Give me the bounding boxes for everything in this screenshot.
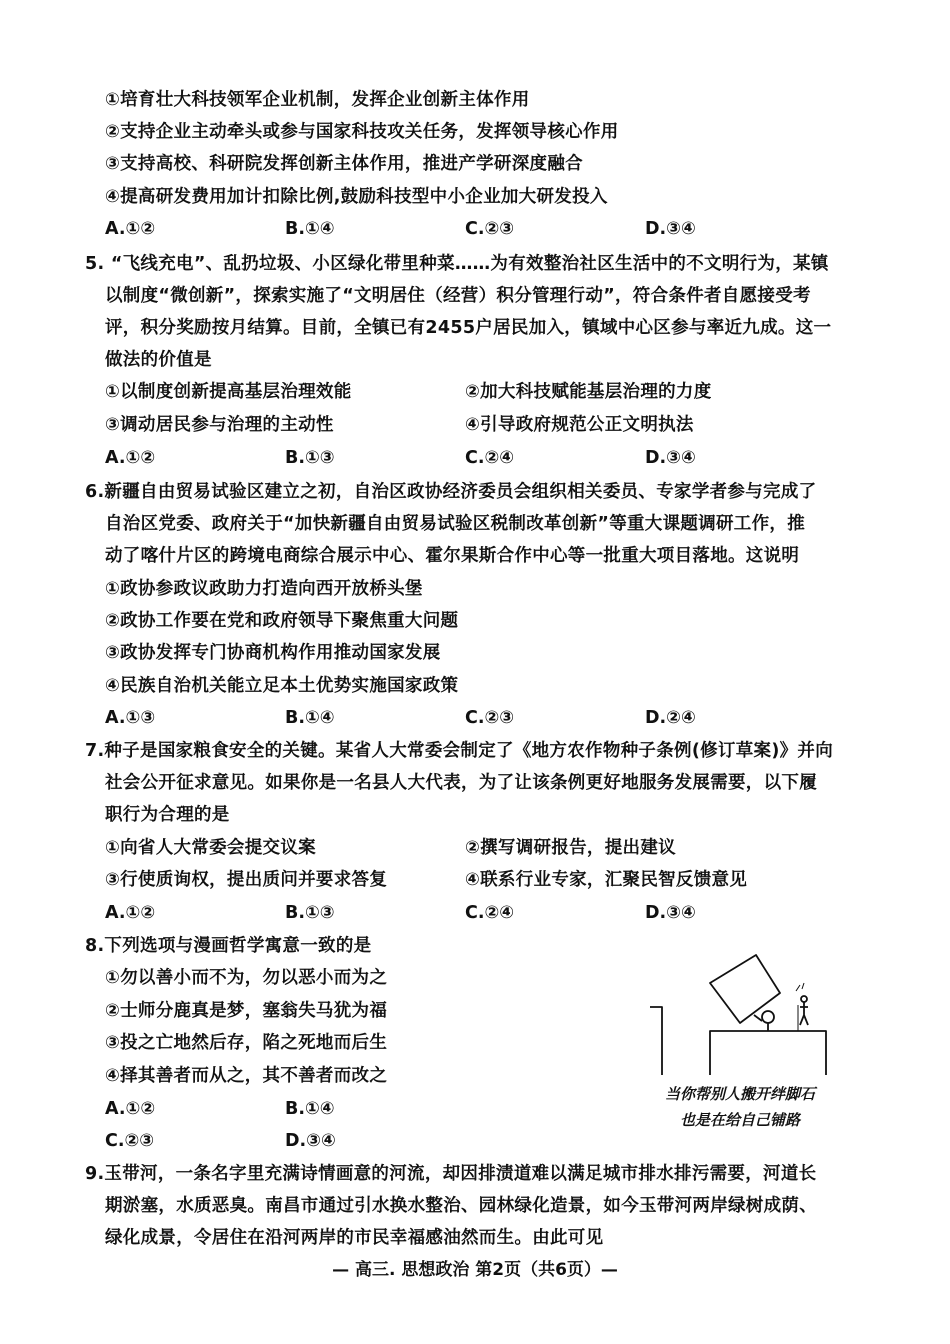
q5-stem-3: 评，积分奖励按月结算。目前，全镇已有2455户居民加入，镇域中心区参与率近九成。这一: [105, 318, 832, 338]
q7-item-4: ④联系行业专家，汇聚民智反馈意见: [465, 870, 748, 890]
q4-choice-d: D.③④: [645, 219, 696, 239]
q8-choice-d: D.③④: [285, 1131, 336, 1151]
q4-choice-c: C.②③: [465, 219, 515, 239]
q8-choice-c: C.②③: [105, 1131, 155, 1151]
q9-stem-1: 9.玉带河，一条名字里充满诗情画意的河流，却因排渍道难以满足城市排水排污需要，河道长: [85, 1164, 817, 1184]
comic-illustration: [648, 935, 828, 1075]
q8-item-2: ②士师分鹿真是梦，塞翁失马犹为福: [105, 1001, 388, 1021]
q6-stem-2: 自治区党委、政府关于“加快新疆自由贸易试验区税制改革创新”等重大课题调研工作，推: [105, 514, 805, 534]
q6-choice-b: B.①④: [285, 708, 335, 728]
q9-stem-2: 期淤塞，水质恶臭。南昌市通过引水换水整治、园林绿化造景，如今玉带河两岸绿树成荫、: [105, 1196, 817, 1216]
q6-choice-d: D.②④: [645, 708, 696, 728]
q7-stem-1: 7.种子是国家粮食安全的关键。某省人大常委会制定了《地方农作物种子条例(修订草案)》并向: [85, 741, 834, 761]
q4-item-1: ①培育壮大科技领军企业机制，发挥企业创新主体作用: [105, 90, 530, 110]
q6-item-2: ②政协工作要在党和政府领导下聚焦重大问题: [105, 611, 459, 631]
q8-stem: 8.下列选项与漫画哲学寓意一致的是: [85, 936, 372, 956]
q6-choice-c: C.②③: [465, 708, 515, 728]
q7-choice-a: A.①②: [105, 903, 156, 923]
q5-item-1: ①以制度创新提高基层治理效能: [105, 382, 352, 402]
q5-choice-a: A.①②: [105, 448, 156, 468]
q8-choice-a: A.①②: [105, 1099, 156, 1119]
comic-caption-2: 也是在给自己铺路: [679, 1111, 800, 1129]
q6-stem-1: 6.新疆自由贸易试验区建立之初，自治区政协经济委员会组织相关委员、专家学者参与完成了: [85, 482, 817, 502]
q8-item-1: ①勿以善小而不为，勿以恶小而为之: [105, 968, 388, 988]
q8-item-4: ④择其善者而从之，其不善者而改之: [105, 1066, 388, 1086]
q6-item-1: ①政协参政议政助力打造向西开放桥头堡: [105, 579, 423, 599]
comic-caption-1: 当你帮别人搬开绊脚石: [664, 1085, 815, 1103]
q7-choice-b: B.①③: [285, 903, 335, 923]
q4-item-3: ③支持高校、科研院发挥创新主体作用，推进产学研深度融合: [105, 154, 583, 174]
q8-item-3: ③投之亡地然后存，陷之死地而后生: [105, 1033, 388, 1053]
page-footer: — 高三. 思想政治 第2页（共6页）—: [332, 1260, 618, 1280]
q6-choice-a: A.①③: [105, 708, 156, 728]
q7-item-1: ①向省人大常委会提交议案: [105, 838, 316, 858]
q6-item-3: ③政协发挥专门协商机构作用推动国家发展: [105, 643, 441, 663]
q6-item-4: ④民族自治机关能立足本土优势实施国家政策: [105, 676, 459, 696]
q8-choice-b: B.①④: [285, 1099, 335, 1119]
q4-item-4: ④提高研发费用加计扣除比例,鼓励科技型中小企业加大研发投入: [105, 187, 608, 207]
q5-item-2: ②加大科技赋能基层治理的力度: [465, 382, 712, 402]
q5-choice-c: C.②④: [465, 448, 515, 468]
q7-item-3: ③行使质询权，提出质问并要求答复: [105, 870, 388, 890]
q5-item-3: ③调动居民参与治理的主动性: [105, 415, 334, 435]
q4-choice-a: A.①②: [105, 219, 156, 239]
q7-choice-c: C.②④: [465, 903, 515, 923]
q5-stem-1: 5. “飞线充电”、乱扔垃圾、小区绿化带里种菜……为有效整治社区生活中的不文明行为，某镇: [85, 254, 829, 274]
q7-stem-3: 职行为合理的是: [105, 805, 230, 825]
q5-stem-4: 做法的价值是: [105, 350, 212, 370]
q4-item-2: ②支持企业主动牵头或参与国家科技攻关任务，发挥领导核心作用: [105, 122, 619, 142]
q6-stem-3: 动了喀什片区的跨境电商综合展示中心、霍尔果斯合作中心等一批重大项目落地。这说明: [105, 546, 800, 566]
q4-choice-b: B.①④: [285, 219, 335, 239]
q5-choice-b: B.①③: [285, 448, 335, 468]
q5-stem-2: 以制度“微创新”，探索实施了“文明居住（经营）积分管理行动”，符合条件者自愿接受考: [105, 286, 811, 306]
q7-choice-d: D.③④: [645, 903, 696, 923]
q7-item-2: ②撰写调研报告，提出建议: [465, 838, 676, 858]
q5-choice-d: D.③④: [645, 448, 696, 468]
q7-stem-2: 社会公开征求意见。如果你是一名县人大代表，为了让该条例更好地服务发展需要，以下履: [105, 773, 817, 793]
q9-stem-3: 绿化成景，令居住在沿河两岸的市民幸福感油然而生。由此可见: [105, 1228, 604, 1248]
q5-item-4: ④引导政府规范公正文明执法: [465, 415, 694, 435]
